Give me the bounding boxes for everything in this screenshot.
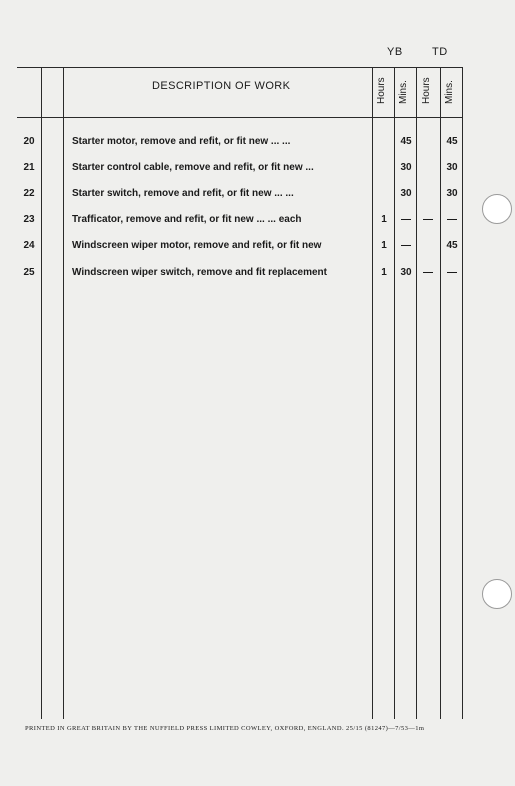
group-yb-heading: YB (387, 46, 403, 58)
header-bottom-rule (17, 117, 462, 118)
table-top-rule (17, 67, 462, 68)
row-number: 23 (23, 214, 35, 225)
table-row (0, 186, 515, 206)
td-mins-cell: — (447, 214, 457, 225)
punch-hole-lower (482, 579, 512, 609)
td-mins-cell: — (447, 267, 457, 278)
table-row (0, 134, 515, 154)
table-row (0, 160, 515, 180)
yb-hours-cell: 1 (381, 267, 387, 278)
punch-hole-upper (482, 194, 512, 224)
td-mins-cell: 30 (446, 162, 458, 173)
row-number: 21 (23, 162, 35, 173)
td-hours-cell: — (423, 214, 433, 225)
table-row (0, 265, 515, 285)
group-td-heading: TD (432, 46, 448, 58)
td-mins-cell: 30 (446, 188, 458, 199)
yb-mins-cell: 45 (400, 136, 412, 147)
description-column-header: DESCRIPTION OF WORK (152, 80, 291, 92)
td-mins-header: Mins. (444, 80, 455, 104)
td-hours-header: Hours (421, 77, 432, 104)
row-description: Windscreen wiper switch, remove and fit replacement (72, 267, 327, 278)
row-number: 22 (23, 188, 35, 199)
yb-mins-cell: 30 (400, 162, 412, 173)
row-number: 20 (23, 136, 35, 147)
row-description: Windscreen wiper motor, remove and refit, or fit new (72, 240, 322, 251)
row-number: 24 (23, 240, 35, 251)
table-row (0, 238, 515, 258)
td-mins-cell: 45 (446, 240, 458, 251)
yb-mins-cell: — (401, 240, 411, 251)
yb-hours-cell: 1 (381, 240, 387, 251)
row-description: Starter motor, remove and refit, or fit new ... ... (72, 136, 291, 147)
yb-mins-header: Mins. (398, 80, 409, 104)
yb-mins-cell: 30 (400, 188, 412, 199)
yb-mins-cell: — (401, 214, 411, 225)
printer-imprint: PRINTED IN GREAT BRITAIN BY THE NUFFIELD PRESS LIMITED COWLEY, OXFORD, ENGLAND. 25/15 (81247)—7/53—1m (25, 725, 425, 732)
row-description: Trafficator, remove and refit, or fit new ... ... each (72, 214, 302, 225)
yb-hours-cell: 1 (381, 214, 387, 225)
td-hours-cell: — (423, 267, 433, 278)
yb-mins-cell: 30 (400, 267, 412, 278)
td-mins-cell: 45 (446, 136, 458, 147)
row-description: Starter switch, remove and refit, or fit new ... ... (72, 188, 294, 199)
yb-hours-header: Hours (376, 77, 387, 104)
row-number: 25 (23, 267, 35, 278)
row-description: Starter control cable, remove and refit, or fit new ... (72, 162, 314, 173)
table-row (0, 212, 515, 232)
